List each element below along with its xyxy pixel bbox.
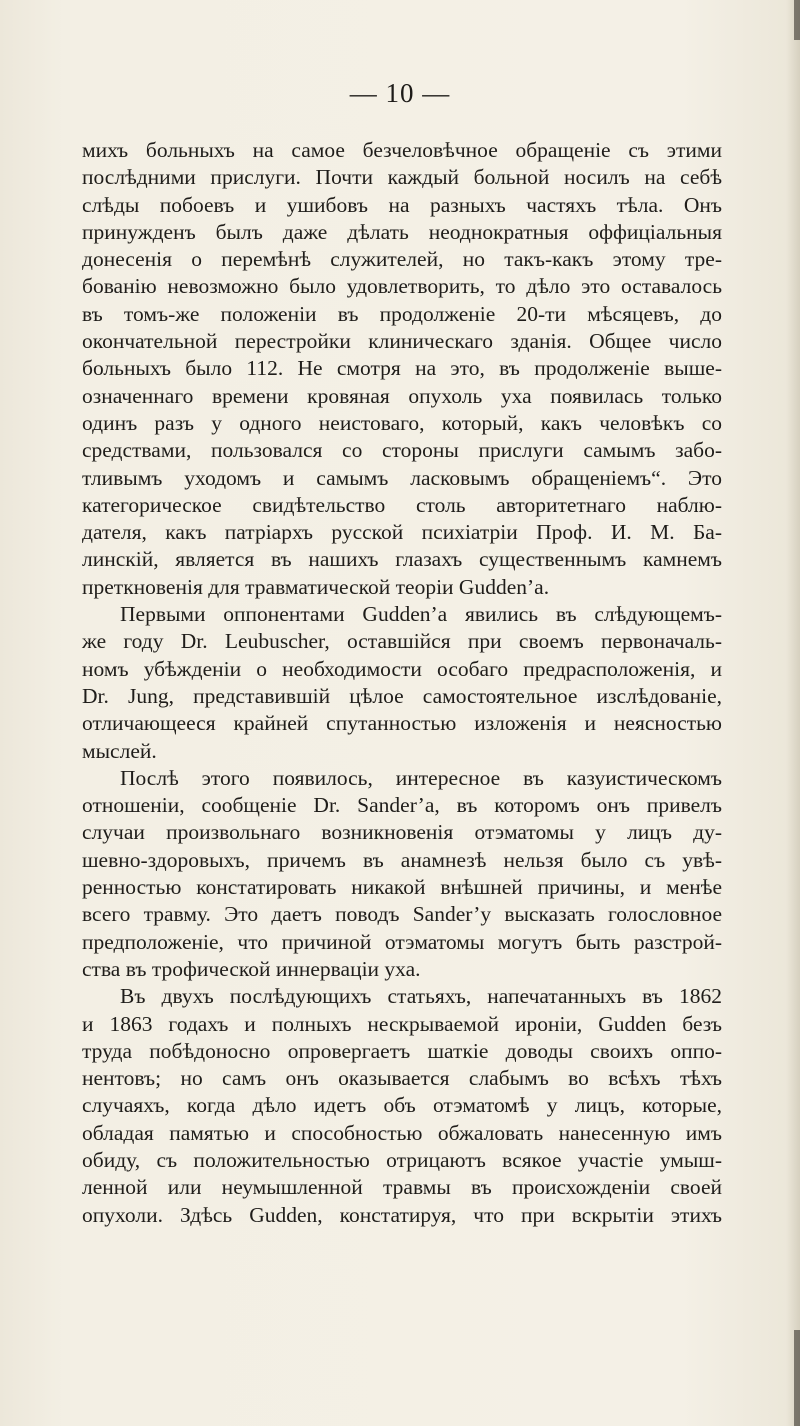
text-line: же году Dr. Leubuscher, оставшійся при своемъ первоначаль- (82, 629, 722, 654)
text-line: мыслей. (82, 738, 157, 763)
text-line: труда побѣдоносно опровергаетъ шаткіе доводы своихъ оппо- (82, 1038, 722, 1063)
text-line: означеннаго времени кровяная опухоль уха появилась только (82, 383, 722, 408)
text-line: шевно-здоровыхъ, причемъ въ анамнезѣ нельзя было съ увѣ- (82, 847, 722, 872)
text-line: обладая памятью и способностью обжаловать нанесенную имъ (82, 1120, 722, 1145)
text-line: одинъ разъ у одного неистоваго, который, какъ человѣкъ со (82, 410, 722, 435)
text-line: нентовъ; но самъ онъ оказывается слабымъ во всѣхъ тѣхъ (82, 1066, 722, 1091)
text-line: номъ убѣжденіи о необходимости особаго предрасположенія, и (82, 656, 722, 681)
page-edge-mark (794, 1330, 800, 1426)
text-line: Послѣ этого появилось, интересное въ казуистическомъ (120, 765, 722, 790)
text-line: и 1863 годахъ и полныхъ нескрываемой ироніи, Gudden безъ (82, 1011, 722, 1036)
text-line: слѣды побоевъ и ушибовъ на разныхъ частяхъ тѣла. Онъ (82, 192, 722, 217)
text-line: Въ двухъ послѣдующихъ статьяхъ, напечатанныхъ въ 1862 (120, 984, 722, 1009)
text-line: тливымъ уходомъ и самымъ ласковымъ обращеніемъ“. Это (82, 465, 722, 490)
text-line: бованію невозможно было удовлетворить, то дѣло это оставалось (82, 274, 722, 299)
text-line: михъ больныхъ на самое безчеловѣчное обращеніе съ этими (82, 138, 722, 162)
text-line: опухоли. Здѣсь Gudden, констатируя, что при вскрытіи этихъ (82, 1202, 722, 1227)
text-line: ства въ трофической иннерваціи уха. (82, 956, 421, 981)
text-line: Dr. Jung, представившій цѣлое самостоятельное изслѣдованіе, (82, 683, 722, 708)
text-line: отношеніи, сообщеніе Dr. Sander’a, въ которомъ онъ привелъ (82, 793, 722, 818)
text-line: отличающееся крайней спутанностью изложенія и неясностью (82, 711, 722, 736)
text-line: послѣдними прислуги. Почти каждый больной носилъ на себѣ (82, 165, 722, 190)
text-line: предположеніе, что причиной отэматомы могутъ быть разстрой- (82, 929, 722, 954)
text-line: Первыми оппонентами Gudden’a явились въ слѣдующемъ- (120, 602, 722, 627)
text-line: случаи произвольнаго возникновенія отэматомы у лицъ ду- (82, 820, 722, 845)
text-line: средствами, пользовался со стороны прислуги самымъ забо- (82, 438, 722, 463)
text-line: донесенія о перемѣнѣ служителей, но такъ-какъ этому тре- (82, 247, 722, 272)
text-line: ленной или неумышленной травмы въ происхожденіи своей (82, 1175, 722, 1200)
text-line: въ томъ-же положеніи въ продолженіе 20-ти мѣсяцевъ, до (82, 301, 722, 326)
text-line: обиду, съ положительностью отрицаютъ всякое участіе умыш- (82, 1147, 722, 1172)
text-line: принужденъ былъ даже дѣлать неоднократныя оффиціальныя (82, 219, 722, 244)
text-line: всего травму. Это даетъ поводъ Sander’у высказать голословное (82, 902, 722, 927)
page-number: — 10 — (349, 78, 451, 108)
text-line: дателя, какъ патріархъ русской психіатріи Проф. И. М. Ба- (82, 520, 722, 545)
text-line: ренностью констатировать никакой внѣшней причины, и менѣе (82, 875, 722, 900)
text-line: случаяхъ, когда дѣло идетъ объ отэматомѣ у лицъ, которые, (82, 1093, 722, 1118)
text-line: больныхъ было 112. Не смотря на это, въ продолженіе выше- (82, 356, 722, 381)
text-line: линскій, является въ нашихъ глазахъ существеннымъ камнемъ (82, 547, 722, 572)
text-line: окончательной перестройки клиническаго зданія. Общее число (82, 329, 722, 354)
page-edge-mark (794, 0, 800, 40)
text-line: категорическое свидѣтельство столь авторитетнаго наблю- (82, 492, 722, 517)
page-edge-shadow (786, 0, 800, 1426)
text-line: преткновенія для травматической теоріи Gudden’a. (82, 574, 550, 599)
body-text (82, 137, 722, 1229)
